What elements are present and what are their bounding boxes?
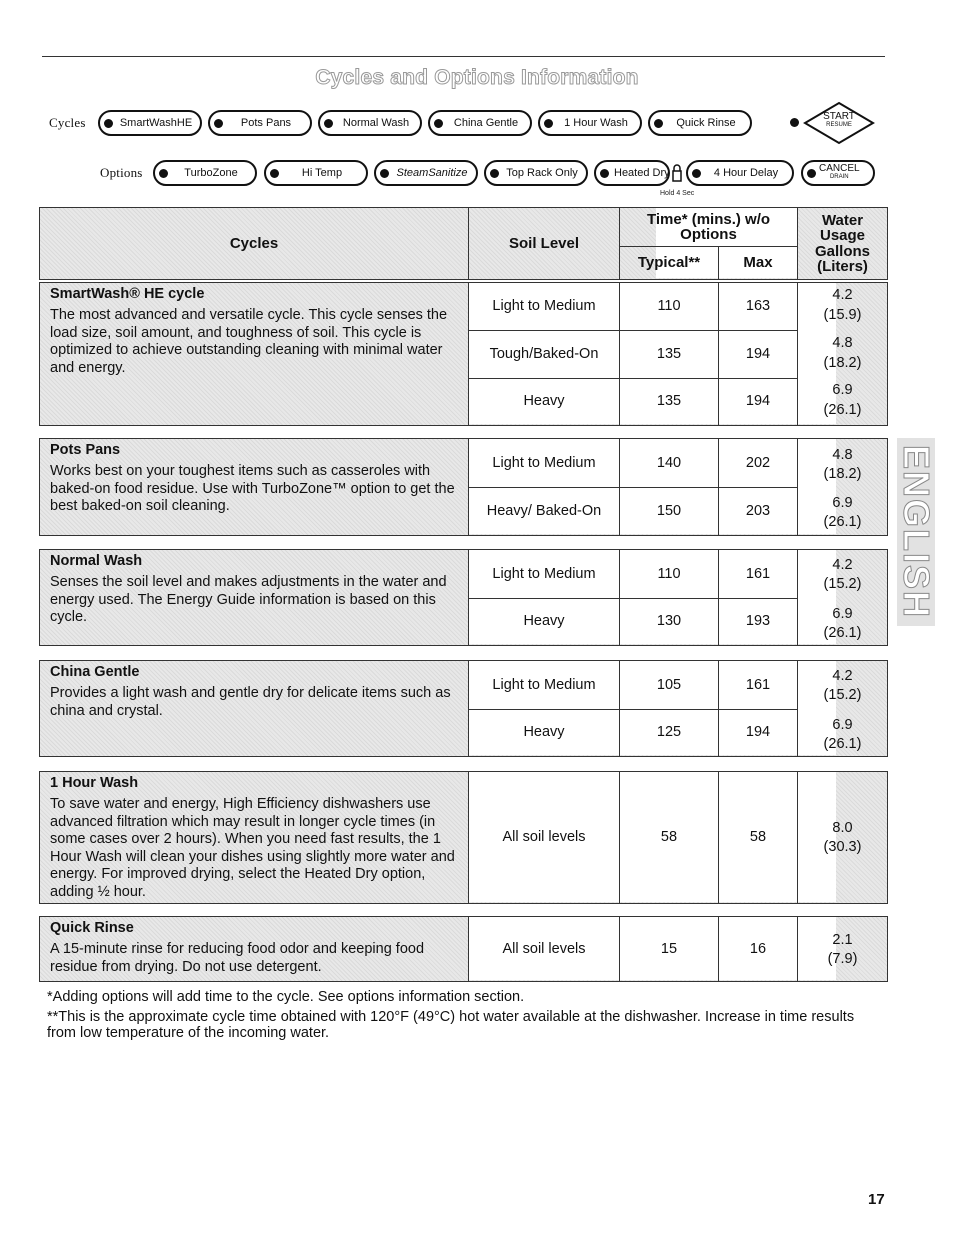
cycle-name: SmartWash® HE cycle <box>50 286 205 302</box>
typical-cell: 135 <box>656 346 682 362</box>
options-row-label: Options <box>100 165 143 180</box>
resume-label: RESUME <box>826 122 852 128</box>
indicator-dot-icon <box>544 119 553 128</box>
cycle-description: To save water and energy, High Efficiency dishwashers use advanced filtration which may result in longer cycle times (in some cases over 2 hours). When you need fast results, the 1 Hour Wash will clean your dishes using slightly more water and energy. For improved drying, select the Heated Dry option, adding ½ hour. <box>50 796 455 900</box>
liters-cell: (26.1) <box>823 624 862 641</box>
soil-level-cell: Heavy/ Baked-On <box>486 502 602 519</box>
max-cell: 193 <box>745 613 771 629</box>
page-number: 17 <box>868 1191 885 1208</box>
max-cell: 16 <box>749 940 767 957</box>
indicator-dot-icon <box>324 119 333 128</box>
indicator-dot-icon <box>692 169 701 178</box>
typical-cell: 150 <box>656 502 682 519</box>
liters-cell: (26.1) <box>823 735 862 752</box>
option-button-steam-sanitize[interactable]: SteamSanitize <box>374 160 478 186</box>
typical-cell: 130 <box>656 613 682 629</box>
cycle-description: Works best on your toughest items such as casseroles with baked-on food residue. Use with TurboZone™ option to get the best baked-on soil cleaning. <box>50 463 455 514</box>
liters-cell: (30.3) <box>823 838 862 855</box>
liters-cell: (15.9) <box>823 306 862 323</box>
soil-level-cell: Light to Medium <box>492 565 596 582</box>
header-water-usage: Water Usage Gallons (Liters) <box>814 211 870 275</box>
gallons-cell: 6.9 <box>832 494 853 511</box>
cycle-description: Provides a light wash and gentle dry for delicate items such as china and crystal. <box>50 685 451 719</box>
soil-level-cell: Tough/Baked-On <box>489 346 599 362</box>
cycle-description: The most advanced and versatile cycle. This cycle senses the load size, soil amount, and toughness of soil. This cycle is optimized to achieve outstanding cleaning with minimal water and energy. <box>50 307 448 376</box>
cycle-name: Quick Rinse <box>50 920 134 936</box>
cycle-block-normal-wash <box>39 549 888 646</box>
liters-cell: (26.1) <box>823 401 862 418</box>
cycle-button-1-hour-wash[interactable]: 1 Hour Wash <box>538 110 642 136</box>
cycle-name: Normal Wash <box>50 553 143 569</box>
header-cycles: Cycles <box>229 234 279 252</box>
liters-cell: (26.1) <box>823 513 862 530</box>
cycles-row-label: Cycles <box>49 115 86 130</box>
indicator-dot-icon <box>104 119 113 128</box>
cycle-description: Senses the soil level and makes adjustments in the water and energy used. The Energy Guide information is based on this cycle. <box>50 574 447 625</box>
indicator-dot-icon <box>654 119 663 128</box>
cycle-button-pots-pans[interactable]: Pots Pans <box>208 110 312 136</box>
cycle-description: A 15-minute rinse for reducing food odor and keeping food residue from drying. Do not use detergent. <box>50 941 425 975</box>
soil-level-cell: Heavy <box>523 724 565 740</box>
liters-cell: (7.9) <box>827 950 858 967</box>
max-cell: 58 <box>749 829 767 845</box>
footnote-cycle-time: **This is the approximate cycle time obtained with 120°F (49°C) hot water available at the dishwasher. Increase in time results from low temperature of the incoming water. <box>47 1009 855 1041</box>
soil-level-cell: Light to Medium <box>492 676 596 693</box>
cycle-name: 1 Hour Wash <box>50 775 139 791</box>
cycle-name: Pots Pans <box>50 442 121 458</box>
gallons-cell: 2.1 <box>832 931 853 948</box>
lock-icon <box>672 163 682 183</box>
liters-cell: (18.2) <box>823 354 862 371</box>
cycle-button-quick-rinse[interactable]: Quick Rinse <box>648 110 752 136</box>
indicator-dot-icon <box>380 169 389 178</box>
max-cell: 161 <box>745 565 771 582</box>
soil-level-cell: Heavy <box>523 393 565 409</box>
header-soil-level: Soil Level <box>508 234 580 252</box>
gallons-cell: 4.2 <box>832 286 853 303</box>
option-button-heated-dry[interactable]: Heated Dry <box>594 160 670 186</box>
indicator-dot-icon <box>790 118 799 127</box>
top-rule <box>42 56 885 57</box>
footnote-options: *Adding options will add time to the cycle. See options information section. <box>47 989 525 1005</box>
indicator-dot-icon <box>600 169 609 178</box>
typical-cell: 110 <box>657 565 681 582</box>
indicator-dot-icon <box>159 169 168 178</box>
soil-level-cell: Light to Medium <box>492 298 596 314</box>
cancel-label: CANCEL <box>819 163 860 174</box>
max-cell: 203 <box>745 502 771 519</box>
indicator-dot-icon <box>807 169 816 178</box>
gallons-cell: 4.2 <box>832 556 853 573</box>
gallons-cell: 6.9 <box>832 605 853 622</box>
option-button-4-hour-delay[interactable]: 4 Hour Delay <box>686 160 794 186</box>
indicator-dot-icon <box>270 169 279 178</box>
cancel-drain-button[interactable] <box>801 160 875 186</box>
page-title: Cycles and Options Information <box>315 66 639 89</box>
typical-cell: 105 <box>656 676 682 693</box>
cycle-block-china-gentle <box>39 660 888 757</box>
liters-cell: (18.2) <box>823 465 862 482</box>
max-cell: 161 <box>745 676 771 693</box>
max-cell: 194 <box>745 346 771 362</box>
header-max: Max <box>743 254 773 272</box>
typical-cell: 58 <box>660 829 678 845</box>
header-typical: Typical** <box>637 254 701 272</box>
option-button-hi-temp[interactable]: Hi Temp <box>264 160 368 186</box>
option-button-turbozone[interactable]: TurboZone <box>153 160 257 186</box>
indicator-dot-icon <box>490 169 499 178</box>
table-header <box>39 207 888 280</box>
gallons-cell: 4.8 <box>832 334 853 351</box>
max-cell: 202 <box>745 454 771 471</box>
hold-note: Hold 4 Sec <box>660 190 695 197</box>
typical-cell: 135 <box>656 393 682 409</box>
indicator-dot-icon <box>214 119 223 128</box>
drain-label: DRAIN <box>829 174 849 180</box>
cycle-block-pots-pans <box>39 438 888 536</box>
start-resume-button[interactable] <box>803 101 875 145</box>
cycle-name: China Gentle <box>50 664 140 680</box>
max-cell: 163 <box>745 298 771 314</box>
header-time: Time* (mins.) w/o Options <box>646 210 771 243</box>
max-cell: 194 <box>745 393 771 409</box>
cycle-button-normal-wash[interactable]: Normal Wash <box>318 110 422 136</box>
gallons-cell: 6.9 <box>832 716 853 733</box>
soil-level-cell: Light to Medium <box>492 454 596 471</box>
start-label: START <box>823 111 855 122</box>
cycle-block-smartwash <box>39 282 888 426</box>
typical-cell: 140 <box>656 454 682 471</box>
typical-cell: 125 <box>656 724 682 740</box>
liters-cell: (15.2) <box>823 575 862 592</box>
soil-level-cell: All soil levels <box>502 940 586 957</box>
gallons-cell: 4.8 <box>832 446 853 463</box>
indicator-dot-icon <box>434 119 443 128</box>
soil-level-cell: All soil levels <box>502 829 586 845</box>
soil-level-cell: Heavy <box>523 613 565 629</box>
typical-cell: 110 <box>657 298 681 314</box>
cycle-block-1-hour-wash <box>39 771 888 904</box>
liters-cell: (15.2) <box>823 686 862 703</box>
typical-cell: 15 <box>660 940 678 957</box>
cycle-button-smartwash[interactable]: SmartWashHE <box>98 110 202 136</box>
language-side-tab-label: ENGLISH <box>896 444 937 620</box>
cycle-block-quick-rinse <box>39 916 888 982</box>
gallons-cell: 4.2 <box>832 667 853 684</box>
gallons-cell: 6.9 <box>832 381 853 398</box>
max-cell: 194 <box>745 724 771 740</box>
option-button-top-rack-only[interactable]: Top Rack Only <box>484 160 588 186</box>
cycle-button-china-gentle[interactable]: China Gentle <box>428 110 532 136</box>
gallons-cell: 8.0 <box>832 819 853 836</box>
